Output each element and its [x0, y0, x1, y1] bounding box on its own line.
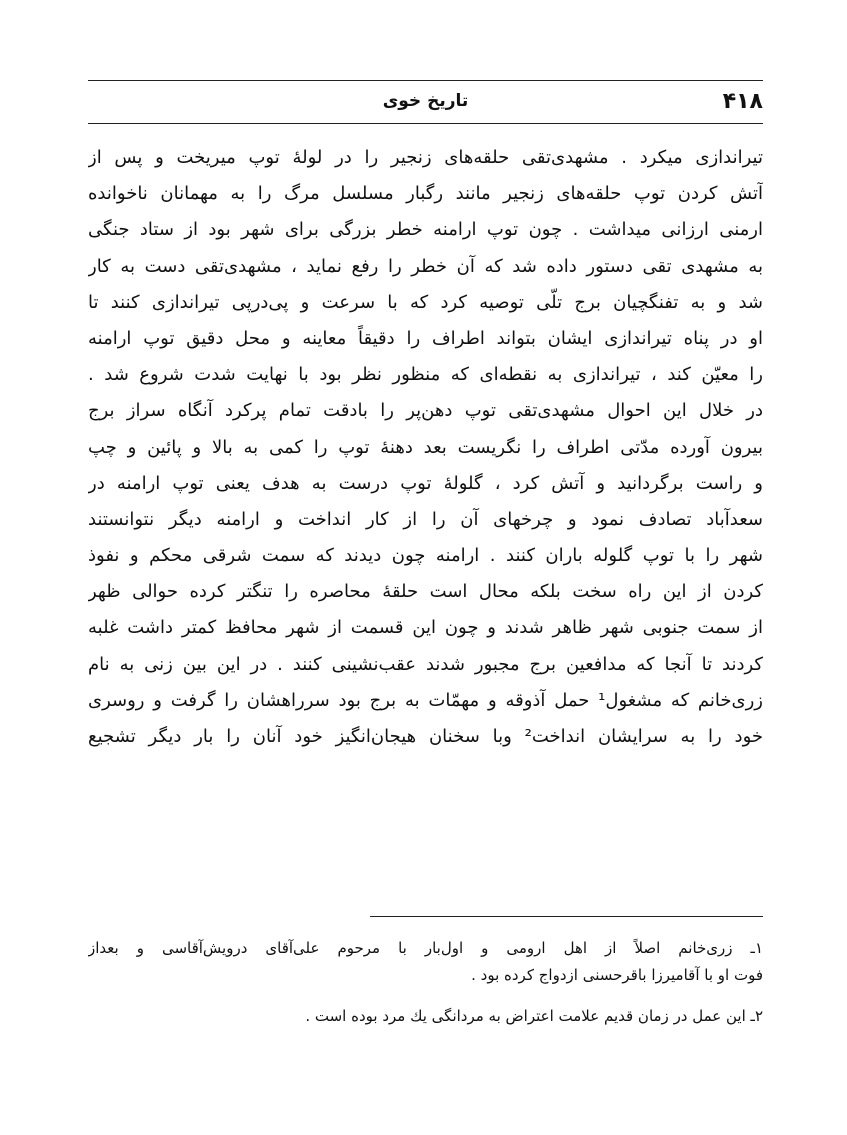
text-line: زری‌خانم که مشغول¹ حمل آذوقه و مهمّات به برج بود سرراهشان را گرفت و روسری [88, 689, 763, 711]
footnote-1-line-1: ۱ـ زری‌خانم اصلاً از اهل ارومی و اول‌بار با مرحوم علی‌آقای درویش‌آقاسی و بعداز [88, 939, 763, 957]
text-line: ارمنی ارزانی میداشت . چون توپ ارامنه خطر بزرگی برای شهر بود از ستاد جنگی [88, 219, 763, 241]
text-line: شد و به تفنگچیان برج تلّی توصیه کرد که با سرعت و پی‌درپی تیراندازی کنند تا [88, 291, 763, 313]
text-line: از سمت جنوبی شهر ظاهر شدند و چون این قسمت از شهر محافظ کمتر داشت غلبه [88, 617, 763, 639]
text-line: خود را به سرایشان انداخت² وبا سخنان هیجان‌انگیز خود آنان را بار دیگر تشجیع [88, 726, 763, 747]
text-line: کردن از این راه سخت بلکه محال است حلقهٔ محاصره را تنگتر کرده حوالی ظهر [88, 581, 763, 603]
body-text [88, 140, 763, 755]
text-line: به مشهدی تقی دستور داده شد که آن خطر را رفع نماید ، مشهدی‌تقی دست به کار [88, 255, 763, 277]
footnote-1-line-2: فوت او با آقامیرزا باقرحسنی ازدواج کرده بود . [471, 966, 763, 984]
running-title: تاریخ خوی [382, 91, 469, 111]
text-line: تیراندازی میکرد . مشهدی‌تقی حلقه‌های زنجیر را در لولهٔ توپ میریخت و پس از [88, 147, 763, 168]
page-header [88, 80, 763, 124]
text-line: و راست برگردانید و آتش کرد ، گلولهٔ توپ درست به هدف یعنی توپ ارامنه در [88, 472, 763, 494]
text-line: او در پناه تیراندازی ایشان بتواند اطراف را دقیقاً معاینه و محل دقیق توپ ارامنه [88, 327, 763, 349]
footnote-divider [370, 916, 763, 917]
text-line: شهر را با توپ گلوله باران کنند . ارامنه چون دیدند که سمت شرقی محکم و نفوذ [88, 545, 763, 567]
text-line: کردند تا آنجا که مدافعین برج مجبور شدند عقب‌نشینی کنند . در این بین زنی به نام [88, 653, 763, 675]
text-line: را معیّن کند ، تیراندازی به نقطه‌ای که منظور نظر بود با نهایت شدت شروع شد . [88, 364, 763, 386]
text-line: سعدآباد تصادف نمود و چرخهای آن را از کار انداخت و ارامنه دیگر نتوانستند [88, 508, 763, 530]
text-line: آتش کردن توپ حلقه‌های زنجیر مانند رگبار مسلسل مرگ را به مهمانان ناخوانده [88, 183, 763, 205]
footnotes [88, 935, 763, 1030]
text-line: در خلال این احوال مشهدی‌تقی توپ دهن‌پر را بادقت تمام پرکرد آنگاه سراز برج [88, 400, 763, 422]
text-line: بیرون آورده مدّتی اطراف را نگریست بعد دهنهٔ توپ را کمی به بالا و پائین و چپ [88, 436, 763, 458]
page-number: ۴۱۸ [722, 89, 763, 114]
footnote-2: ۲ـ این عمل در زمان قدیم علامت اعتراض به مردانگی یك مرد بوده است . [305, 1007, 763, 1025]
